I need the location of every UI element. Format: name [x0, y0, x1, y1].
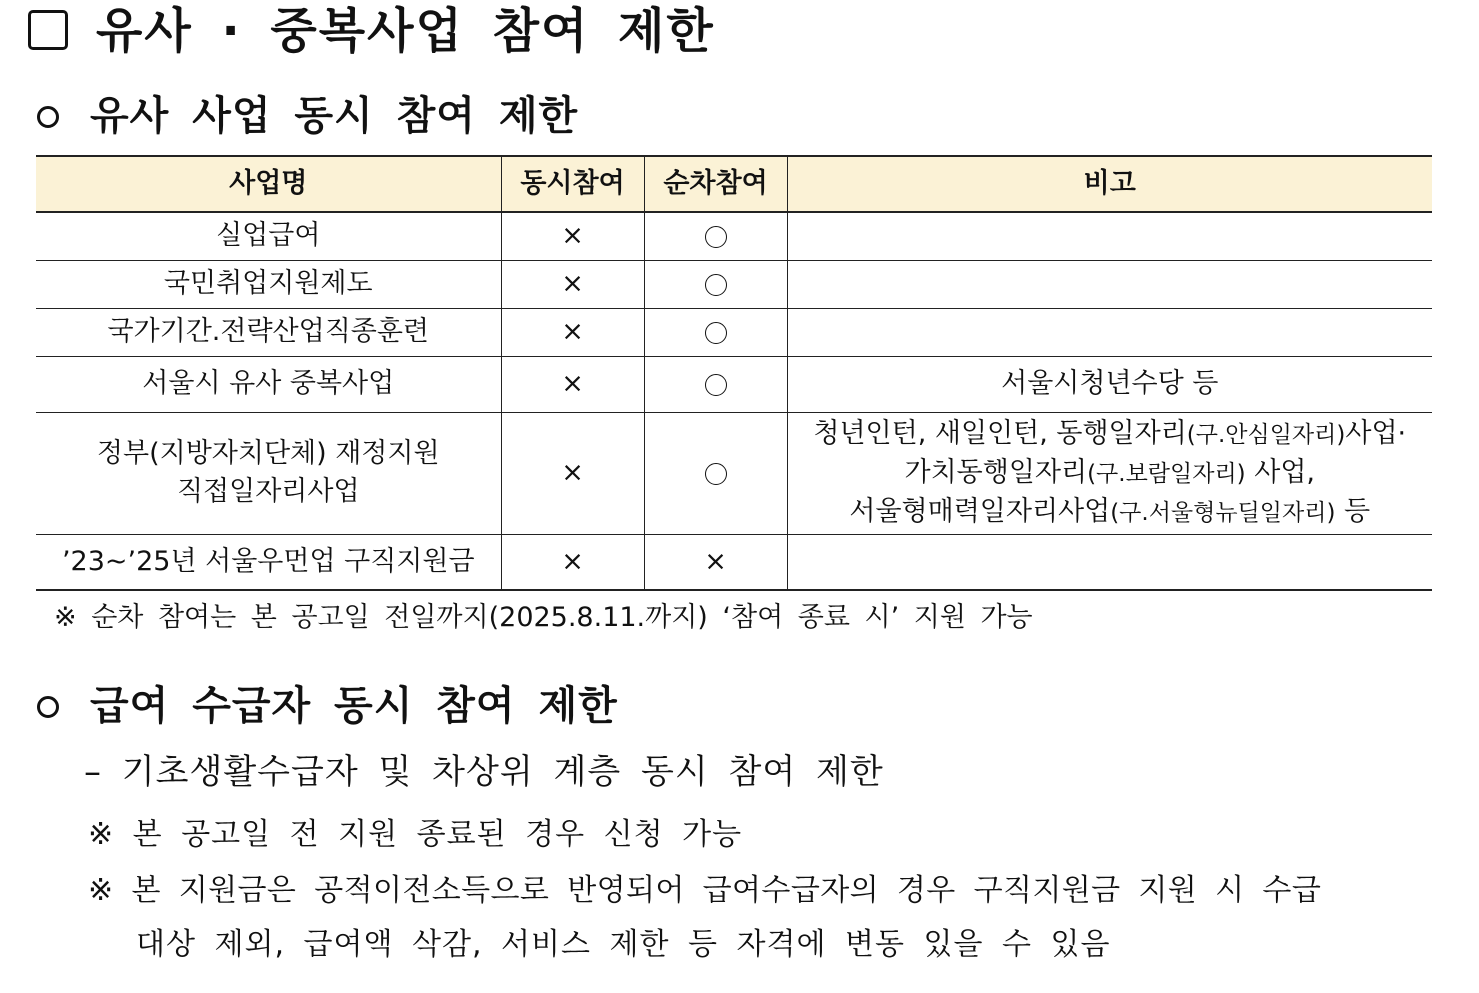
header-business-name: 사업명 [36, 156, 501, 212]
restriction-table [36, 155, 1432, 591]
simultaneous-x-icon: × [501, 260, 644, 308]
remarks [787, 212, 1432, 260]
remarks [787, 260, 1432, 308]
checkbox-square-icon [28, 10, 68, 50]
table-row [36, 534, 1432, 590]
header-simultaneous: 동시참여 [501, 156, 644, 212]
table-row [36, 260, 1432, 308]
remarks [787, 534, 1432, 590]
remarks-line [788, 493, 1433, 532]
circle-icon [705, 374, 727, 396]
business-name: 서울시 유사 중복사업 [36, 356, 501, 412]
business-name: ’23~’25년 서울우먼업 구직지원금 [36, 534, 501, 590]
circle-icon [705, 463, 727, 485]
reference-note-continued: 대상 제외, 급여액 삭감, 서비스 제한 등 자격에 변동 있을 수 있음 [136, 927, 1111, 962]
reference-note: ※ 본 지원금은 공적이전소득으로 반영되어 급여수급자의 경우 구직지원금 지원 시 수급 [88, 873, 1322, 908]
dash-item: – 기초생활수급자 및 차상위 계층 동시 참여 제한 [84, 752, 884, 792]
section-bullet-icon [37, 106, 59, 128]
remarks-text: 사업· [1345, 417, 1407, 449]
simultaneous-x-icon: × [501, 308, 644, 356]
business-name-line: 직접일자리사업 [176, 476, 360, 507]
remarks-text: 서울형매력일자리사업 [849, 495, 1111, 527]
business-name [36, 412, 501, 534]
remarks [787, 412, 1432, 534]
sequential-cell [644, 308, 787, 356]
page-title: 유사 · 중복사업 참여 제한 [96, 3, 715, 59]
remarks-former-name: (구.보람일자리) [1087, 460, 1246, 487]
circle-icon [705, 322, 727, 344]
business-name: 국민취업지원제도 [36, 260, 501, 308]
reference-note: ※ 본 공고일 전 지원 종료된 경우 신청 가능 [88, 817, 743, 852]
circle-icon [705, 274, 727, 296]
remarks-former-name: (구.서울형뉴딜일자리) [1110, 499, 1336, 526]
header-sequential: 순차참여 [644, 156, 787, 212]
remarks-text: 등 [1335, 495, 1371, 527]
table-row [36, 412, 1432, 534]
circle-icon [705, 226, 727, 248]
header-remarks: 비고 [787, 156, 1432, 212]
business-name: 실업급여 [36, 212, 501, 260]
remarks [787, 308, 1432, 356]
remarks-line [788, 454, 1433, 493]
table-row [36, 308, 1432, 356]
business-name-line: 정부(지방자치단체) 재정지원 [96, 438, 440, 469]
remarks-former-name: (구.안심일자리) [1186, 421, 1346, 448]
simultaneous-x-icon: × [501, 356, 644, 412]
simultaneous-x-icon: × [501, 412, 644, 534]
sequential-x-icon: × [644, 534, 787, 590]
remarks-text: 사업, [1245, 456, 1315, 488]
simultaneous-x-icon: × [501, 212, 644, 260]
sequential-cell [644, 260, 787, 308]
sequential-note: ※ 순차 참여는 본 공고일 전일까지(2025.8.11.까지) ‘참여 종료 시’ 지원 가능 [54, 602, 1033, 633]
remarks-line [788, 415, 1433, 454]
simultaneous-x-icon: × [501, 534, 644, 590]
sequential-cell [644, 412, 787, 534]
section-bullet-icon [37, 696, 59, 718]
sequential-cell [644, 212, 787, 260]
sequential-cell [644, 356, 787, 412]
table-header-row [36, 156, 1432, 212]
table-row [36, 212, 1432, 260]
remarks-text: 가치동행일자리 [904, 456, 1088, 488]
table-row [36, 356, 1432, 412]
section1-heading: 유사 사업 동시 참여 제한 [90, 93, 579, 139]
section2-heading: 급여 수급자 동시 참여 제한 [90, 683, 618, 729]
remarks: 서울시청년수당 등 [787, 356, 1432, 412]
business-name: 국가기간.전략산업직종훈련 [36, 308, 501, 356]
remarks-text: 청년인턴, 새일인턴, 동행일자리 [813, 417, 1187, 449]
